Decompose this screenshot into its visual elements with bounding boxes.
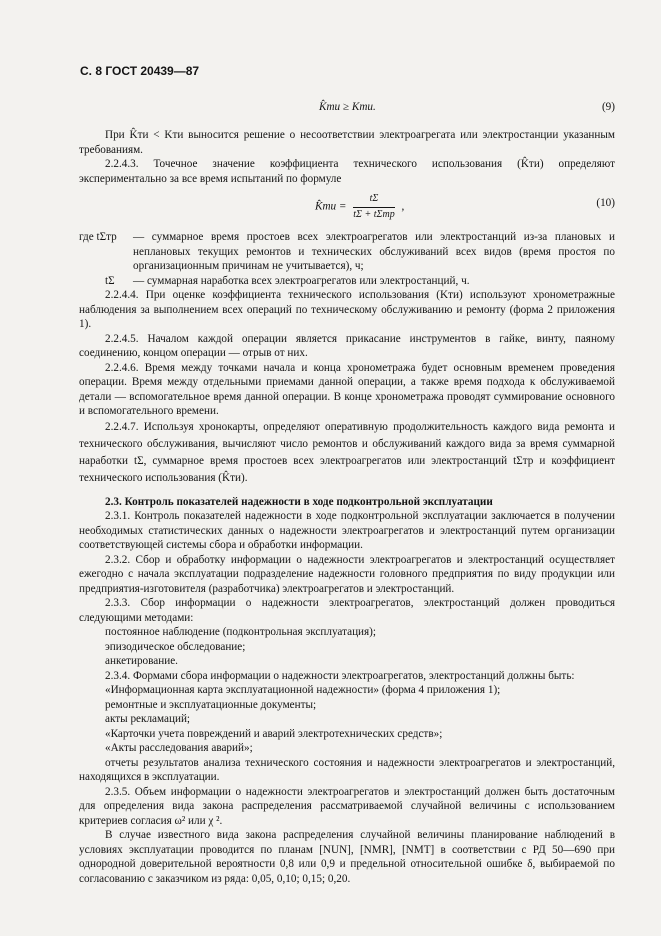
page-header: С. 8 ГОСТ 20439—87: [80, 64, 200, 78]
definition-body: — суммарная наработка всех электроагрегатов или электростанций, ч.: [133, 274, 470, 287]
paragraph: 2.3.4. Формами сбора информации о надежности электроагрегатов, электростанций должны быть:: [105, 669, 575, 682]
formula-10-fraction: [353, 192, 394, 222]
formula-9-number: (9): [601, 101, 615, 113]
paragraph: 2.3.3. Сбор информации о надежности электроагрегатов, электростанций должен проводиться следующими методами:: [79, 597, 615, 624]
list-item: постоянное наблюдение (подконтрольная эксплуатация);: [105, 626, 377, 638]
paragraph: 2.3.5. Объем информации о надежности электроагрегатов и электростанций должен быть достаточным для определения вида закона распределения рассматриваемой случайной величины с использованием критериев согласия ω² или χ ².: [79, 785, 615, 827]
paragraph: При K̂ти < Kти выносится решение о несоответствии электроагрегата или электростанции указанным требованиям.: [79, 129, 615, 156]
list-item: акты рекламаций;: [105, 713, 191, 725]
paragraph: 2.3.2. Сбор и обработку информации о надежности электроагрегатов и электростанций осуществляет ежегодно с начала эксплуатации подразделение надежности головного предприятия по виду продукции или предприятия-изготовителя (разработчика) электроагрегатов и электростанций.: [79, 553, 615, 595]
paragraph: 2.2.4.5. Началом каждой операции является прикасание инструментов в гайке, винту, паяному соединению, концом операции — отрыв от них.: [79, 332, 615, 359]
list-item: «Карточки учета повреждений и аварий электротехнических средств»;: [105, 727, 443, 740]
definition-term: где tΣтр: [79, 231, 117, 243]
section-heading: 2.3. Контроль показателей надежности в ходе подконтрольной эксплуатации: [105, 495, 493, 508]
list-item: анкетирование.: [105, 655, 178, 667]
definition-term: tΣ: [105, 274, 115, 287]
list-item: эпизодическое обследование;: [105, 640, 246, 653]
formula-10-lhs: K̂ти =: [315, 200, 347, 213]
formula-10-numerator: tΣ: [353, 192, 394, 208]
paragraph: 2.2.4.6. Время между точками начала и конца хронометража будет основным временем проведения операции. Время между отдельными приемами данной операции, а также время подхода к обслуживаемой детали — вспомогательное время данной операции. В конце хронометража проводят суммирование основного и вспомогательного времени.: [79, 361, 615, 417]
paragraph: 2.2.4.4. При оценке коэффициента технического использования (Kти) используют хронометражные наблюдения за выполнением всех операций по техническому обслуживанию и ремонту (форма 2 приложения 1).: [79, 289, 615, 330]
formula-10-denominator: tΣ + tΣтр: [353, 208, 395, 220]
paragraph: В случае известного вида закона распределения случайной величины планирование наблюдений в условиях эксплуатации проводится по планам [NUN], [NMR], [NMT] в соответствии с РД 50—690 при однородной доверительной вероятности 0,8 или 0,9 и предельной относительной ошибке δ, выбираемой по согласованию с заказчиком из ряда: 0,05, 0,10; 0,15; 0,20.: [79, 829, 615, 885]
paragraph: 2.2.4.3. Точечное значение коэффициента технического использования (K̂ти) определяют экспериментально за все время испытаний по формуле: [79, 158, 615, 185]
formula-9-expression: K̂ти ≥ Kти.: [319, 101, 376, 113]
formula-10-tail: ,: [401, 200, 405, 213]
list-item: «Информационная карта эксплуатационной надежности» (форма 4 приложения 1);: [105, 684, 501, 696]
document-body: [79, 92, 615, 886]
paragraph: 2.2.4.7. Используя хронокарты, определяют оперативную продолжительность каждого вида ремонта и технического обслуживания, вычисляют число ремонтов и обслуживаний каждого вида за время суммарной наработки tΣ, суммарное время простоев всех электроагрегатов или электростанций tΣтр и коэффициент технического использования (K̂ти).: [79, 420, 615, 484]
list-item: отчеты результатов анализа технического состояния и надежности электроагрегатов и электростанций, находящихся в эксплуатации.: [79, 756, 615, 783]
formula-10-number: (10): [596, 197, 615, 209]
formula-9: [79, 96, 615, 122]
definition-item: [79, 274, 615, 289]
definition-item: [79, 230, 615, 274]
paragraph: 2.3.1. Контроль показателей надежности в ходе подконтрольной эксплуатации заключается в получении необходимых статистических данных о надежности электроагрегатов и электростанций путем организации соответствующей системы сбора и обработки информации.: [79, 510, 615, 551]
definition-body: — суммарное время простоев всех электроагрегатов или электростанций из-за плановых и неплановых текущих ремонтов и технических обслуживаний всех видов (время простоя по организационным причинам не учитывается), ч;: [133, 231, 615, 272]
list-item: «Акты расследования аварий»;: [105, 742, 253, 754]
list-item: ремонтные и эксплуатационные документы;: [105, 698, 317, 711]
formula-10: [79, 190, 615, 224]
